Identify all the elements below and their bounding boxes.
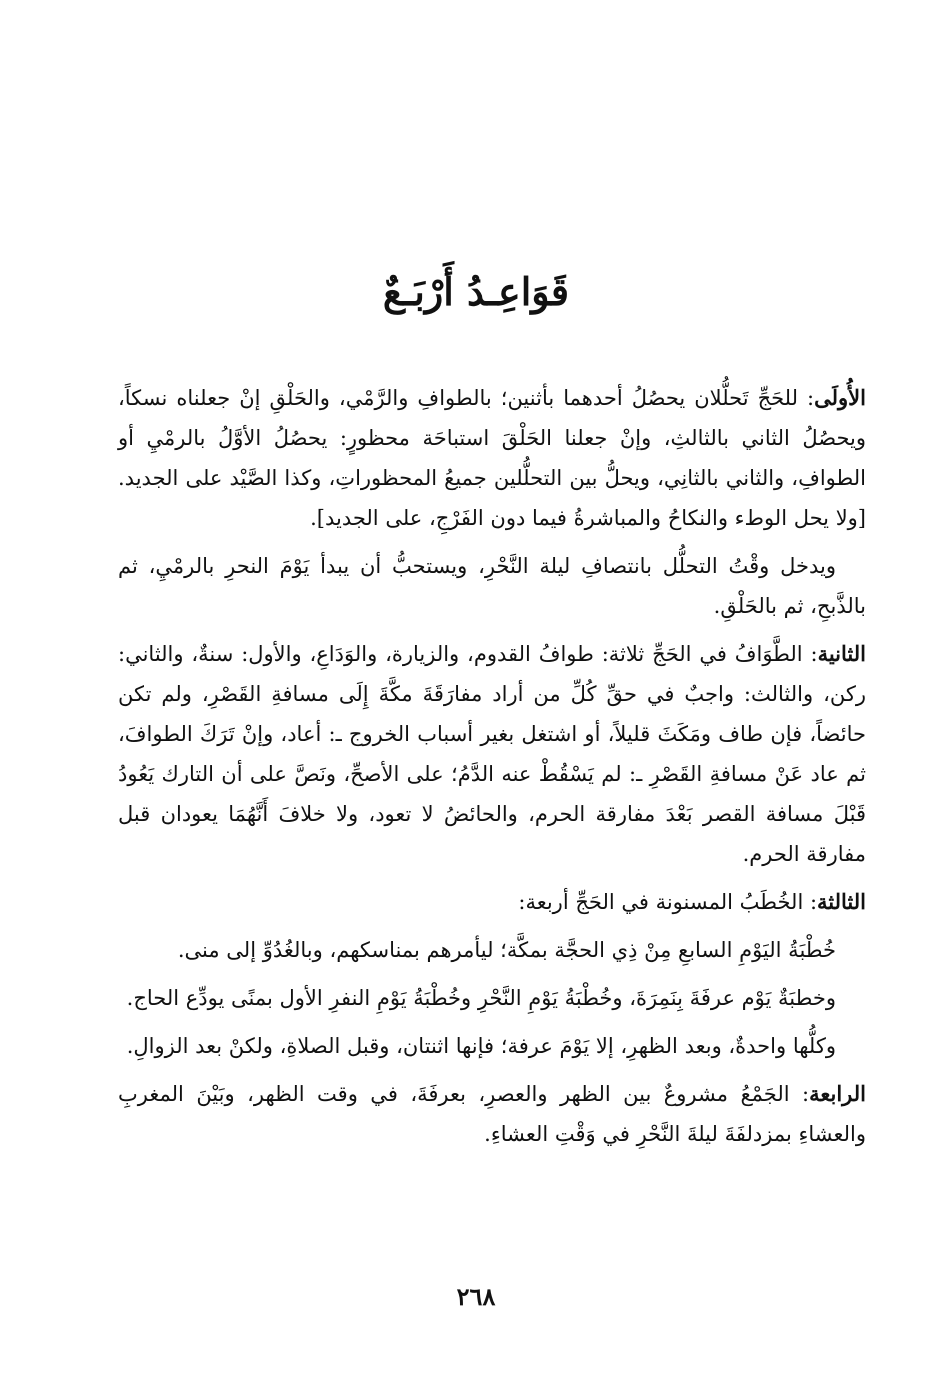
page-title: قَوَاعِـدُ أَرْبَـعٌ [382, 269, 570, 314]
paragraph-text: وكلُّها واحدةٌ، وبعد الظهرِ، إلا يَوْمَ عرفة؛ فإنها اثنتان، وقبل الصلاةِ، ولكنْ بعد الزوالِ. [126, 1034, 836, 1058]
paragraph-sermon-arafah [118, 978, 866, 1018]
paragraph-fourth-rule [118, 1074, 866, 1154]
paragraph-tahallul-time [118, 546, 866, 626]
paragraph-text: وخطبَةٌ يَوْم عرفَةَ بِنَمِرَةَ، وخُطْبَةُ يَوْمِ النَّحْرِ وخُطْبَةُ يَوْمِ النفرِ الأول بمنًى يودِّع الحاج. [126, 986, 836, 1010]
paragraph-lead: الثانية [817, 641, 866, 666]
paragraph-third-rule [118, 882, 866, 922]
paragraph-first-rule [118, 378, 866, 538]
paragraph-text: خُطْبَةُ اليَوْمِ السابعِ مِنْ ذِي الحجَّة بمكَّة؛ ليأمرهم بمناسكهم، وبالغُدُوِّ إلى منى. [177, 938, 836, 962]
paragraph-text: : الطَّوَافُ في الحَجِّ ثلاثة: طوافُ القدوم، والزيارة، والوَدَاعِ، والأول: سنةٌ، والثاني: ركن، والثالث: واجبٌ في حقِّ كُلِّ من أراد مفارَقَةَ مكَّةَ إِلَى مسافةِ القَصْرِ، ولم تكن حائضاً، فإن طاف ومَكَثَ قليلاً، أو اشتغل بغير أسباب الخروج ـ: أعاد، وإنْ تَرَكَ الطوافَ، ثم عاد عَنْ مسافةِ القَصْرِ ـ: لم يَسْقُطْ عنه الدَّمُ؛ على الأصحِّ، ونَصَّ على أن التارك يَعُودُ قَبْلَ مسافة القصر بَعْدَ مفارقة الحرم، والحائضُ لا تعود، ولا خلافَ أَنَّهُمَا يعودان قبل مفارقة الحرم. [118, 642, 866, 866]
paragraph-second-rule [118, 634, 866, 874]
page-number: ٢٦٨ [456, 1282, 496, 1311]
paragraph-text: ويدخل وقْتُ التحلُّل بانتصافِ ليلة النَّحْرِ، ويستحبُّ أن يبدأ يَوْمَ النحرِ بالرمْيِ، ثم بالذَّبحِ، ثم بالحَلْقِ. [118, 554, 866, 618]
paragraph-sermon-seventh [118, 930, 866, 970]
paragraph-lead: الثالثة [817, 889, 866, 914]
paragraph-text: : للحَجِّ تَحلُّلان يحصُلُ أحدهما بأثنين؛ بالطوافِ والرَّمْي، والحَلْقِ إنْ جعلناه نسكاً، ويحصُلُ الثاني بالثالثِ، وإنْ جعلنا الحَلْقَ استباحَة محظورٍ: يحصُلُ الأوَّلُ بالرمْيِ أو الطوافِ، والثاني بالثانِي، ويحلُّ بين التحلُّلين جميعُ المحظوراتِ، وكذا الصَّيْد على الجديد. [ولا يحل الوطء والنكاحُ والمباشرةُ فيما دون الفَرْجِ، على الجديد]. [118, 386, 866, 530]
paragraph-lead: الأُولَى [814, 385, 866, 410]
paragraph-lead: الرابعة [809, 1081, 866, 1106]
paragraph-sermons-timing [118, 1026, 866, 1066]
body-text [118, 378, 866, 1162]
paragraph-text: : الجَمْعُ مشروعٌ بين الظهر والعصرِ، بعرفَةَ، في وقت الظهر، وبَيْنَ المغربِ والعشاءِ بمزدلفَةَ ليلةَ النَّحْرِ في وَقْتِ العشاءِ. [118, 1082, 866, 1146]
paragraph-text: : الخُطَبُ المسنونة في الحَجِّ أربعة: [518, 890, 818, 914]
